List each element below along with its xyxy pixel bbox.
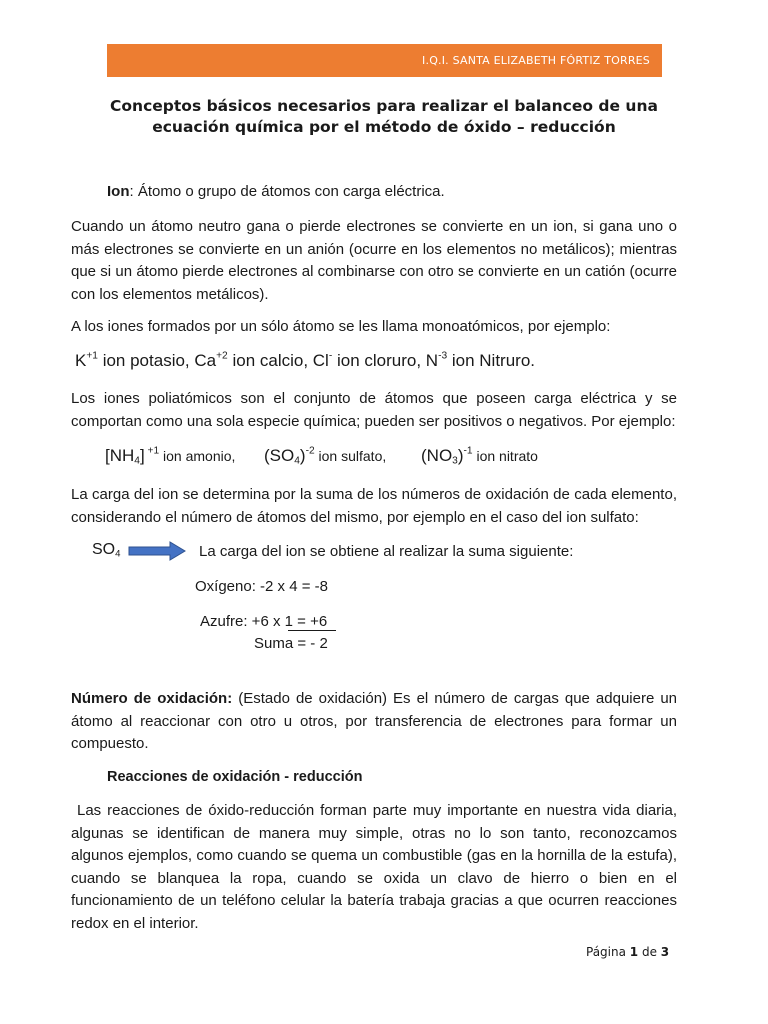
paragraph-4: La carga del ion se determina por la suma de los números de oxidación de cada elemento, considerando el número de átomos del mismo, por ejemplo en el caso del ion sulfato: xyxy=(71,486,677,526)
sulfate-name: ion sulfato, xyxy=(314,448,387,464)
right-arrow-icon xyxy=(128,541,186,561)
sulfate-arrow-text: La carga del ion se obtiene al realizar la suma siguiente: xyxy=(199,543,574,560)
nitrate-sub: 3 xyxy=(452,455,458,467)
nitrate-example xyxy=(421,446,538,466)
paragraph-5: Las reacciones de óxido-reducción forman parte muy importante en nuestra vida diaria, algunas se identifican de manera muy simple, otras no lo son tanto, reconozcamos algunos ejemplos, como cuando se quema un combustible (gas en la hornilla de la estufa), cuando se blanquea la ropa, cuando se oxida un clavo de hierro o bien en el funcionamiento de un teléfono celular la batería trabaja gracias a que ocurren reacciones redox en el interior. xyxy=(71,802,677,932)
cl-symbol: Cl xyxy=(312,351,329,370)
ion-definition xyxy=(107,181,445,204)
footer-middle: de xyxy=(638,945,661,959)
footer-total: 3 xyxy=(660,945,670,959)
footer-prefix: Página xyxy=(586,945,630,959)
nitrate-charge: -1 xyxy=(463,445,473,457)
sulfate-sub: 4 xyxy=(294,455,300,467)
ammonium-close: ] xyxy=(139,446,145,465)
sulfate-formula-symbol: SO xyxy=(92,541,116,558)
ammonium-example xyxy=(105,446,235,466)
oxidation-number-paragraph xyxy=(71,688,677,756)
ion-def-text: : Átomo o grupo de átomos con carga eléctrica. xyxy=(129,183,445,200)
sulfur-value: +6 xyxy=(310,613,328,630)
k-name: ion potasio, xyxy=(97,351,195,370)
oxidation-number-text: (Estado de oxidación) Es el número de cargas que adquiere un átomo al reaccionar con otro u otros, por transferencia de electrones para formar un compuesto. xyxy=(71,690,677,752)
n-name: ion Nitruro. xyxy=(447,351,536,370)
ion-term: Ion xyxy=(107,183,130,200)
sulfate-charge: -2 xyxy=(305,445,315,457)
oxygen-calc: Oxígeno: -2 x 4 = -8 xyxy=(195,578,328,595)
sulfate-example xyxy=(264,446,386,466)
redox-heading: Reacciones de oxidación - reducción xyxy=(107,769,363,785)
k-symbol: K xyxy=(75,351,87,370)
header-author: I.Q.I. SANTA ELIZABETH FÓRTIZ TORRES xyxy=(422,54,650,67)
nitrate-name: ion nitrato xyxy=(472,448,538,464)
oxidation-number-term: Número de oxidación: xyxy=(71,690,233,707)
ammonium-name: ion amonio, xyxy=(159,448,236,464)
title-line-1: Conceptos básicos necesarios para realizar el balanceo de una xyxy=(110,97,658,115)
n-symbol: N xyxy=(425,351,439,370)
page-number xyxy=(586,945,669,959)
cl-charge: - xyxy=(328,350,333,362)
n-charge: -3 xyxy=(438,350,448,362)
ammonium-open: [NH xyxy=(105,446,135,465)
nitrate-open: (NO xyxy=(421,446,453,465)
monoatomic-examples xyxy=(75,351,535,371)
ammonium-charge: +1 xyxy=(144,445,160,457)
sulfate-open: (SO xyxy=(264,446,295,465)
paragraph-1: Cuando un átomo neutro gana o pierde electrones se convierte en un ion, si gana uno o más electrones se convierte en un anión (ocurre en los elementos no metálicos); mientras que si un átomo pierde electrones al combinarse con otro se convierte en un catión (ocurre con los elementos metálicos). xyxy=(71,218,677,303)
ca-symbol: Ca xyxy=(194,351,217,370)
sum-result: Suma = - 2 xyxy=(254,635,328,652)
ca-charge: +2 xyxy=(216,350,228,362)
sulfur-label: Azufre: +6 x 1 = xyxy=(200,613,311,630)
ammonium-sub: 4 xyxy=(134,455,140,467)
nitrate-close: ) xyxy=(457,446,464,465)
footer-page: 1 xyxy=(629,945,639,959)
title-line-2: ecuación química por el método de óxido – reducción xyxy=(152,118,616,136)
paragraph-2: A los iones formados por un sólo átomo se les llama monoatómicos, por ejemplo: xyxy=(71,318,611,335)
sulfate-formula xyxy=(92,541,120,559)
k-charge: +1 xyxy=(86,350,98,362)
paragraph-3: Los iones poliatómicos son el conjunto de átomos que poseen carga eléctrica y se comportan como una sola especie química; pueden ser positivos o negativos. Por ejemplo: xyxy=(71,390,677,430)
page-title xyxy=(92,96,676,138)
cl-name: ion cloruro, xyxy=(332,351,426,370)
ca-name: ion calcio, xyxy=(227,351,313,370)
header-bar xyxy=(107,44,662,77)
sulfate-formula-sub: 4 xyxy=(115,548,121,560)
sum-underline xyxy=(288,630,336,631)
sulfate-close: ) xyxy=(299,446,306,465)
